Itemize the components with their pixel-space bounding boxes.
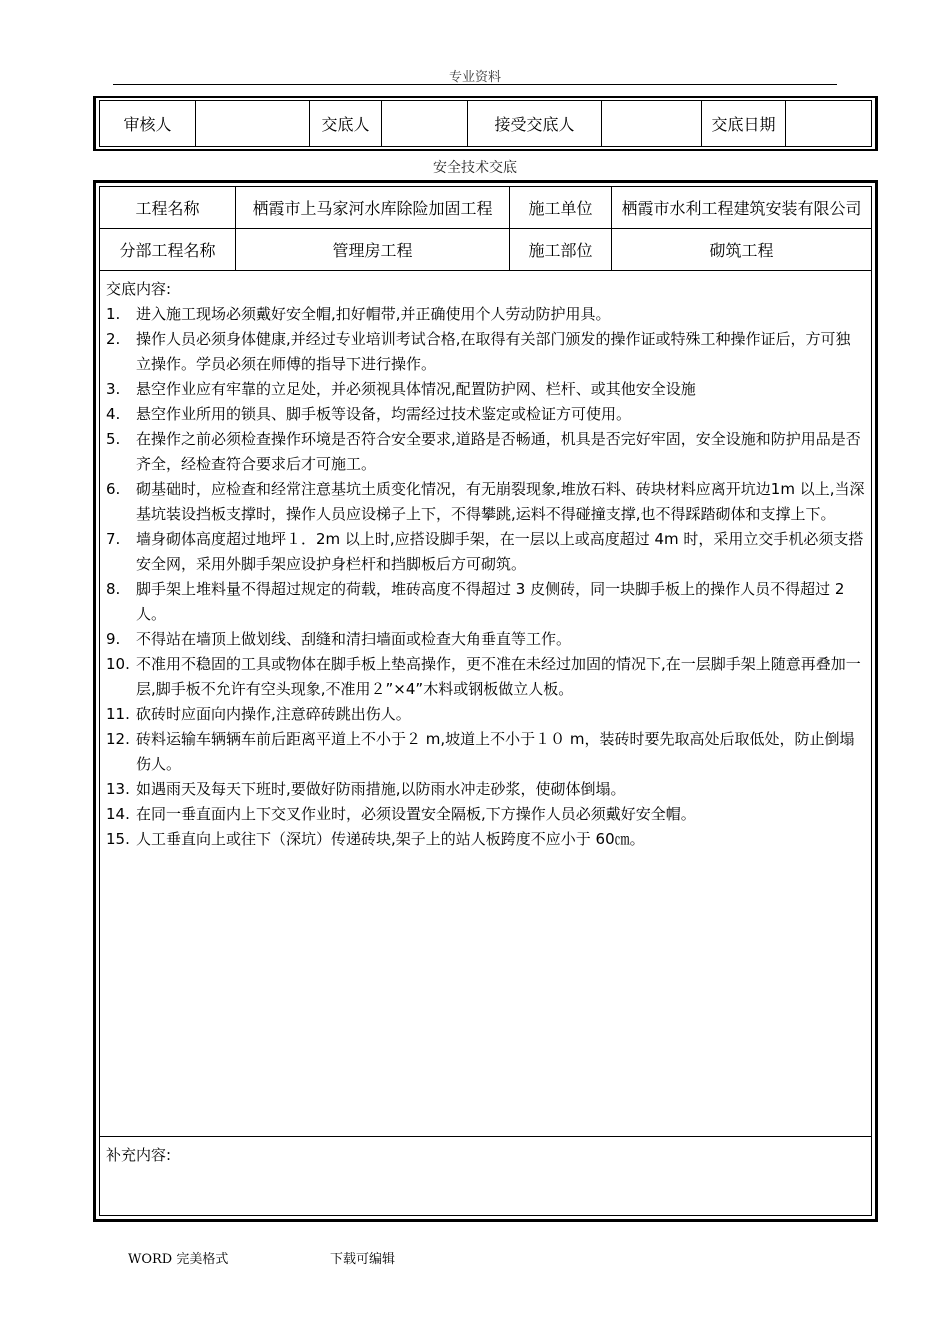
content-label: 交底内容:	[106, 280, 172, 298]
list-item	[106, 477, 865, 527]
construction-part-label: 施工部位	[510, 229, 612, 270]
receiver-value[interactable]	[602, 101, 702, 146]
list-item-number: 5.	[106, 430, 121, 448]
list-item-number: 13.	[106, 780, 130, 798]
supplement-area[interactable]	[100, 1137, 871, 1215]
subproject-value: 管理房工程	[236, 229, 510, 270]
list-item	[106, 802, 865, 827]
list-item-text: 操作人员必须身体健康,并经过专业培训考试合格,在取得有关部门颁发的操作证或特殊工种操作证后，方可独立操作。学员必须在师傅的指导下进行操作。	[136, 330, 851, 373]
list-item-number: 9.	[106, 630, 121, 648]
list-item-text: 悬空作业所用的锁具、脚手板等设备，均需经过技术鉴定或检证方可使用。	[136, 405, 632, 423]
list-item-number: 4.	[106, 405, 121, 423]
footer-right-text: 下载可编辑	[330, 1252, 396, 1267]
list-item	[106, 302, 865, 327]
list-item-number: 6.	[106, 480, 121, 498]
page-header-text: 专业资料	[448, 70, 501, 85]
list-item-text: 墙身砌体高度超过地坪１．2m 以上时,应搭设脚手架，在一层以上或高度超过 4m 时，采用立交手机必须支搭安全网，采用外脚手架应设护身栏杆和挡脚板后方可砌筑。	[136, 530, 864, 573]
list-item-number: 10.	[106, 655, 130, 673]
document-subtitle: 安全技术交底	[433, 160, 517, 176]
list-item-number: 3.	[106, 380, 121, 398]
construction-part-value: 砌筑工程	[709, 241, 774, 260]
construction-unit-label: 施工单位	[510, 187, 612, 228]
list-item	[106, 627, 865, 652]
subproject-label: 分部工程名称	[100, 229, 236, 270]
list-item-text: 悬空作业应有牢靠的立足处，并必须视具体情况,配置防护网、栏杆、或其他安全设施	[136, 380, 696, 398]
disclosure-content	[100, 271, 871, 1137]
list-item-number: 15.	[106, 830, 130, 848]
list-item-number: 8.	[106, 580, 121, 598]
reviewer-value[interactable]	[196, 101, 310, 146]
supplement-label: 补充内容:	[106, 1146, 172, 1164]
list-item-text: 人工垂直向上或往下（深坑）传递砖块,架子上的站人板跨度不应小于 60㎝。	[136, 830, 645, 848]
list-item	[106, 727, 865, 777]
list-item	[106, 377, 865, 402]
discloser-value[interactable]	[382, 101, 468, 146]
project-name-label: 工程名称	[100, 187, 236, 228]
disclosure-table	[93, 180, 878, 1222]
list-item-text: 在同一垂直面内上下交叉作业时，必须设置安全隔板,下方操作人员必须戴好安全帽。	[136, 805, 696, 823]
list-item	[106, 327, 865, 377]
list-item	[106, 827, 865, 852]
list-item-text: 脚手架上堆料量不得超过规定的荷载，堆砖高度不得超过 3 皮侧砖，同一块脚手板上的操作人员不得超过 2 人。	[136, 580, 845, 623]
list-item-text: 在操作之前必须检查操作环境是否符合安全要求,道路是否畅通，机具是否完好牢固，安全设施和防护用品是否齐全，经检查符合要求后才可施工。	[136, 430, 861, 473]
list-item-number: 1.	[106, 305, 121, 323]
date-value[interactable]	[786, 101, 871, 146]
header-rule	[113, 84, 837, 85]
list-item-text: 不得站在墙顶上做划线、刮缝和清扫墙面或检查大角垂直等工作。	[136, 630, 572, 648]
list-item	[106, 652, 865, 702]
list-item	[106, 577, 865, 627]
list-item-text: 砍砖时应面向内操作,注意碎砖跳出伤人。	[136, 705, 411, 723]
list-item-number: 7.	[106, 530, 121, 548]
list-item-number: 2.	[106, 330, 121, 348]
list-item-text: 砖料运输车辆辆车前后距离平道上不小于２ m,坡道上不小于１０ m，装砖时要先取高处后取低处，防止倒塌伤人。	[136, 730, 855, 773]
list-item	[106, 427, 865, 477]
subproject-row	[100, 229, 871, 271]
project-name-value: 栖霞市上马家河水库除险加固工程	[236, 187, 510, 228]
list-item-number: 12.	[106, 730, 130, 748]
discloser-label: 交底人	[310, 101, 382, 146]
signoff-table	[93, 96, 878, 151]
list-item	[106, 527, 865, 577]
construction-unit-value: 栖霞市水利工程建筑安装有限公司	[621, 199, 862, 218]
footer-left-text: WORD 完美格式	[128, 1252, 229, 1267]
project-row	[100, 187, 871, 229]
list-item-text: 砌基础时，应检查和经常注意基坑土质变化情况，有无崩裂现象,堆放石料、砖块材料应离开坑边1m 以上,当深基坑装设挡板支撑时，操作人员应设梯子上下，不得攀跳,运料不得碰撞支撑,也不得踩踏砌体和支撑上下。	[136, 480, 865, 523]
list-item	[106, 702, 865, 727]
list-item-number: 14.	[106, 805, 130, 823]
disclosure-items-list	[106, 302, 865, 852]
receiver-label: 接受交底人	[468, 101, 602, 146]
list-item-number: 11.	[106, 705, 130, 723]
reviewer-label: 审核人	[100, 101, 196, 146]
list-item-text: 进入施工现场必须戴好安全帽,扣好帽带,并正确使用个人劳动防护用具。	[136, 305, 611, 323]
list-item	[106, 402, 865, 427]
list-item-text: 如遇雨天及每天下班时,要做好防雨措施,以防雨水冲走砂浆，使砌体倒塌。	[136, 780, 626, 798]
date-label: 交底日期	[702, 101, 786, 146]
list-item	[106, 777, 865, 802]
list-item-text: 不准用不稳固的工具或物体在脚手板上垫高操作，更不准在未经过加固的情况下,在一层脚手架上随意再叠加一层,脚手板不允许有空头现象,不准用２”×4”木料或钢板做立人板。	[136, 655, 861, 698]
